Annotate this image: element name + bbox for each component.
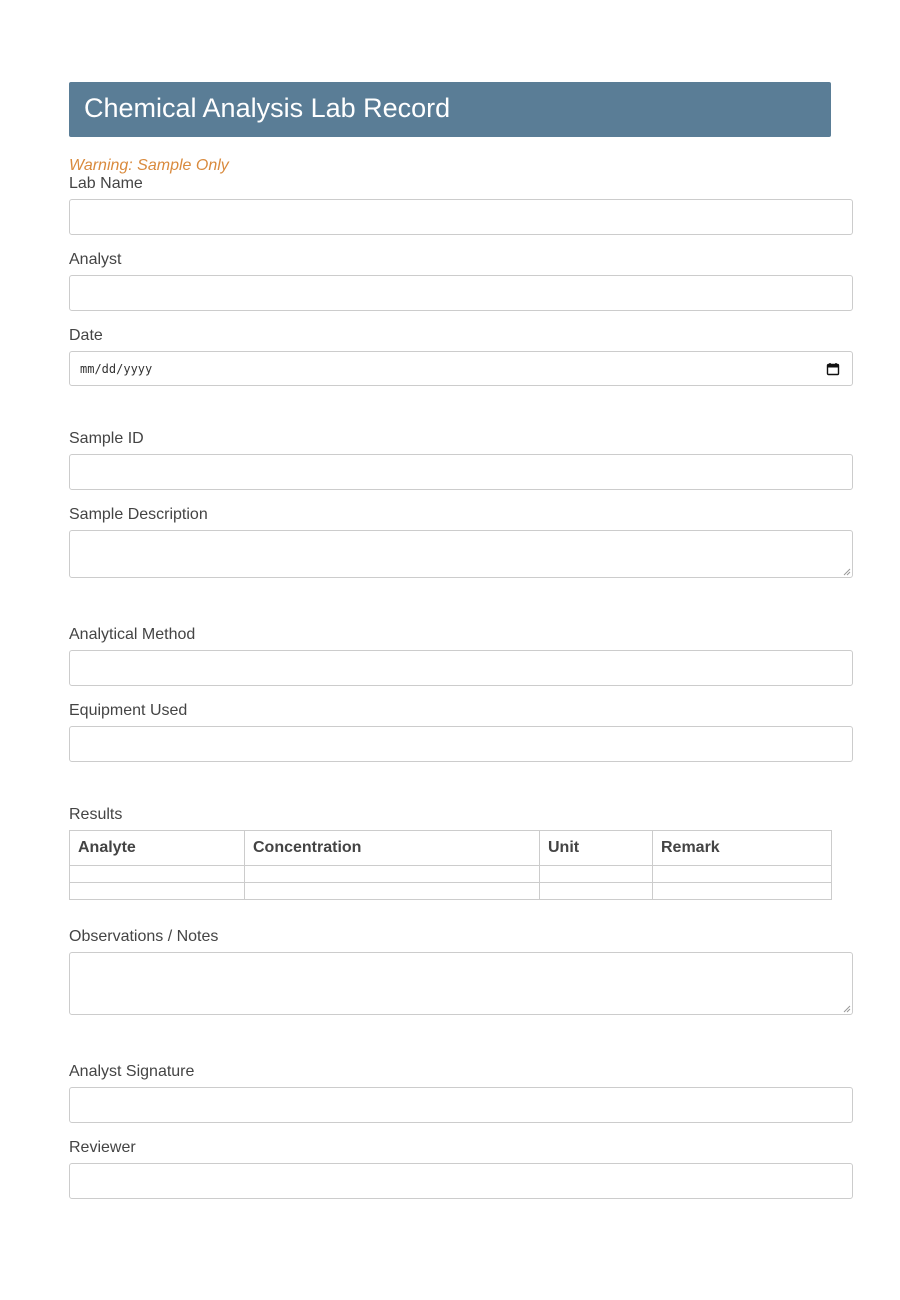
analyst-label: Analyst [69,251,122,268]
analyst-input[interactable] [69,275,853,311]
sample-description-textarea[interactable] [69,530,853,578]
table-cell[interactable] [653,866,832,883]
sample-description-label: Sample Description [69,506,208,523]
date-input[interactable] [69,351,853,386]
analytical-method-label: Analytical Method [69,626,196,643]
lab-name-label: Lab Name [69,175,143,192]
analyst-signature-input[interactable] [69,1087,853,1123]
table-cell[interactable] [70,866,245,883]
equipment-used-label: Equipment Used [69,702,188,719]
table-cell[interactable] [540,883,653,900]
table-cell[interactable] [245,883,540,900]
results-header-row [70,831,832,866]
lab-name-input[interactable] [69,199,853,235]
column-header-unit: Unit [540,831,653,866]
date-placeholder: mm/dd/yyyy [80,362,153,376]
results-label: Results [69,806,123,823]
column-header-concentration: Concentration [245,831,540,866]
resize-grip-icon[interactable] [843,568,851,576]
observations-textarea[interactable] [69,952,853,1015]
table-cell[interactable] [70,883,245,900]
analytical-method-input[interactable] [69,650,853,686]
sample-id-label: Sample ID [69,430,144,447]
table-cell[interactable] [540,866,653,883]
table-cell[interactable] [245,866,540,883]
page-header [69,82,831,137]
reviewer-label: Reviewer [69,1139,136,1156]
calendar-icon[interactable] [826,362,840,376]
date-label: Date [69,327,103,344]
sample-id-input[interactable] [69,454,853,490]
page-title: Chemical Analysis Lab Record [84,93,451,123]
analyst-signature-label: Analyst Signature [69,1063,195,1080]
equipment-used-input[interactable] [69,726,853,762]
warning-text: Warning: Sample Only [69,157,229,174]
column-header-remark: Remark [653,831,832,866]
reviewer-input[interactable] [69,1163,853,1199]
observations-label: Observations / Notes [69,928,219,945]
table-cell[interactable] [653,883,832,900]
column-header-analyte: Analyte [70,831,245,866]
table-row [70,883,832,900]
table-row [70,866,832,883]
results-table [69,830,832,900]
resize-grip-icon[interactable] [843,1005,851,1013]
